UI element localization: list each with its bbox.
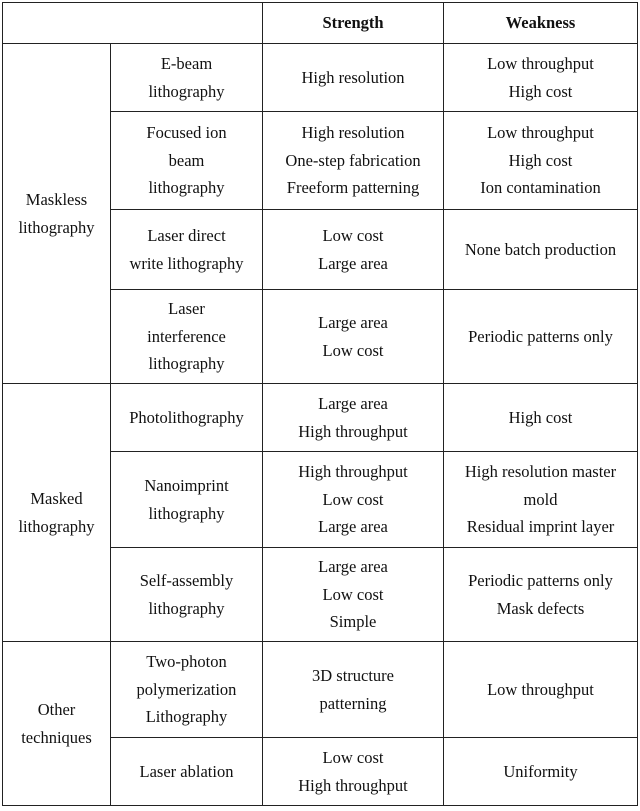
- strength-content: [269, 222, 437, 277]
- group-name-cell: [3, 44, 111, 384]
- strength-line: Low cost: [322, 340, 384, 360]
- strength-line: Large area: [318, 394, 388, 413]
- strength-line: 3D structure: [311, 666, 395, 685]
- technique-line: Laser: [168, 299, 205, 319]
- strength-content: [269, 309, 437, 364]
- technique-cell: [111, 384, 263, 452]
- weakness-cell: [444, 290, 638, 384]
- weakness-line: Low throughput: [487, 54, 594, 73]
- weakness-line: Mask defects: [496, 598, 585, 618]
- technique-line: lithography: [148, 503, 225, 523]
- strength-cell: [263, 112, 444, 210]
- technique-line: Two-photon: [146, 652, 227, 672]
- technique-cell: [111, 112, 263, 210]
- weakness-line: None batch production: [464, 239, 617, 259]
- group-name-line: lithography: [18, 516, 95, 536]
- technique-line: polymerization: [136, 679, 237, 699]
- technique-cell: [111, 642, 263, 738]
- weakness-content: [450, 323, 631, 351]
- weakness-line: Uniformity: [503, 761, 578, 781]
- weakness-cell: [444, 44, 638, 112]
- weakness-line: High cost: [508, 150, 573, 170]
- group-name-cell: [3, 384, 111, 642]
- strength-line: patterning: [319, 693, 387, 713]
- strength-cell: [263, 548, 444, 642]
- weakness-content: [450, 119, 631, 202]
- technique-content: [117, 222, 256, 277]
- strength-cell: [263, 452, 444, 548]
- weakness-line: Ion contamination: [480, 178, 601, 198]
- header-row: [3, 3, 638, 44]
- strength-line: High resolution: [301, 123, 405, 143]
- strength-content: [269, 744, 437, 799]
- weakness-cell: [444, 452, 638, 548]
- table-row: [3, 642, 638, 738]
- weakness-content: [450, 567, 631, 622]
- technique-line: Nanoimprint: [144, 476, 229, 495]
- technique-content: [117, 404, 256, 432]
- technique-cell: [111, 210, 263, 290]
- strength-line: High throughput: [298, 421, 408, 441]
- technique-content: [117, 648, 256, 731]
- group-name-line: Maskless: [25, 190, 88, 209]
- strength-line: One-step fabrication: [285, 150, 421, 170]
- table-body: [3, 44, 638, 806]
- weakness-line: High resolution master: [464, 462, 617, 482]
- technique-line: beam: [168, 150, 205, 170]
- technique-cell: [111, 452, 263, 548]
- weakness-line: mold: [523, 489, 558, 509]
- strength-line: High resolution: [301, 67, 405, 87]
- technique-line: Photolithography: [129, 407, 244, 427]
- technique-content: [117, 295, 256, 378]
- technique-cell: [111, 738, 263, 806]
- weakness-line: Periodic patterns only: [468, 326, 613, 346]
- strength-line: Large area: [318, 313, 388, 332]
- strength-line: Freeform patterning: [286, 178, 420, 198]
- strength-cell: [263, 290, 444, 384]
- weakness-cell: [444, 548, 638, 642]
- technique-cell: [111, 44, 263, 112]
- strength-content: [269, 662, 437, 717]
- technique-cell: [111, 548, 263, 642]
- technique-line: Focused ion: [146, 123, 227, 143]
- technique-content: [117, 50, 256, 105]
- weakness-cell: [444, 112, 638, 210]
- group-name-content: [9, 186, 104, 241]
- technique-cell: [111, 290, 263, 384]
- group-name-line: techniques: [21, 727, 92, 747]
- strength-line: High throughput: [298, 462, 408, 482]
- strength-content: [269, 458, 437, 541]
- technique-line: Self-assembly: [139, 571, 234, 590]
- technique-content: [117, 567, 256, 622]
- strength-cell: [263, 384, 444, 452]
- technique-line: lithography: [148, 178, 225, 198]
- strength-line: High throughput: [298, 775, 408, 795]
- group-name-line: Masked: [30, 489, 83, 508]
- header-blank-cell: [3, 3, 263, 44]
- weakness-content: [450, 50, 631, 105]
- strength-content: [269, 119, 437, 202]
- weakness-content: [450, 676, 631, 704]
- strength-line: Large area: [318, 517, 388, 537]
- technique-line: interference: [147, 326, 226, 346]
- technique-line: write lithography: [129, 253, 244, 273]
- weakness-line: Periodic patterns only: [468, 571, 613, 590]
- strength-content: [269, 553, 437, 636]
- strength-cell: [263, 642, 444, 738]
- weakness-line: High cost: [508, 407, 573, 427]
- comparison-table-container: [2, 2, 638, 806]
- technique-content: [117, 758, 256, 786]
- weakness-line: Low throughput: [487, 123, 594, 143]
- technique-content: [117, 119, 256, 202]
- group-name-content: [9, 485, 104, 540]
- strength-line: Low cost: [322, 489, 384, 509]
- table-row: [3, 44, 638, 112]
- group-name-line: lithography: [18, 217, 95, 237]
- strength-cell: [263, 44, 444, 112]
- strength-line: Low cost: [322, 748, 384, 767]
- weakness-content: [450, 404, 631, 432]
- technique-line: lithography: [148, 598, 225, 618]
- technique-line: lithography: [148, 354, 225, 374]
- weakness-content: [450, 458, 631, 541]
- group-name-cell: [3, 642, 111, 806]
- table-row: [3, 384, 638, 452]
- strength-line: Low cost: [322, 584, 384, 604]
- technique-content: [117, 472, 256, 527]
- weakness-line: High cost: [508, 81, 573, 101]
- weakness-line: Residual imprint layer: [466, 517, 615, 537]
- weakness-content: [450, 236, 631, 264]
- weakness-cell: [444, 738, 638, 806]
- strength-cell: [263, 210, 444, 290]
- strength-line: Simple: [329, 612, 377, 632]
- technique-line: Laser ablation: [139, 761, 234, 781]
- header-strength: Strength: [263, 3, 444, 44]
- technique-line: lithography: [148, 81, 225, 101]
- weakness-line: Low throughput: [487, 679, 594, 699]
- strength-cell: [263, 738, 444, 806]
- weakness-cell: [444, 384, 638, 452]
- strength-line: Low cost: [322, 226, 384, 245]
- header-weakness: Weakness: [444, 3, 638, 44]
- weakness-cell: [444, 210, 638, 290]
- technique-line: E-beam: [160, 54, 213, 73]
- technique-line: Laser direct: [147, 226, 226, 245]
- group-name-content: [9, 696, 104, 751]
- strength-content: [269, 64, 437, 92]
- strength-content: [269, 390, 437, 445]
- strength-line: Large area: [318, 557, 388, 577]
- weakness-content: [450, 758, 631, 786]
- strength-line: Large area: [318, 253, 388, 273]
- lithography-comparison-table: [2, 2, 638, 806]
- group-name-line: Other: [37, 700, 76, 719]
- technique-line: Lithography: [145, 707, 228, 727]
- weakness-cell: [444, 642, 638, 738]
